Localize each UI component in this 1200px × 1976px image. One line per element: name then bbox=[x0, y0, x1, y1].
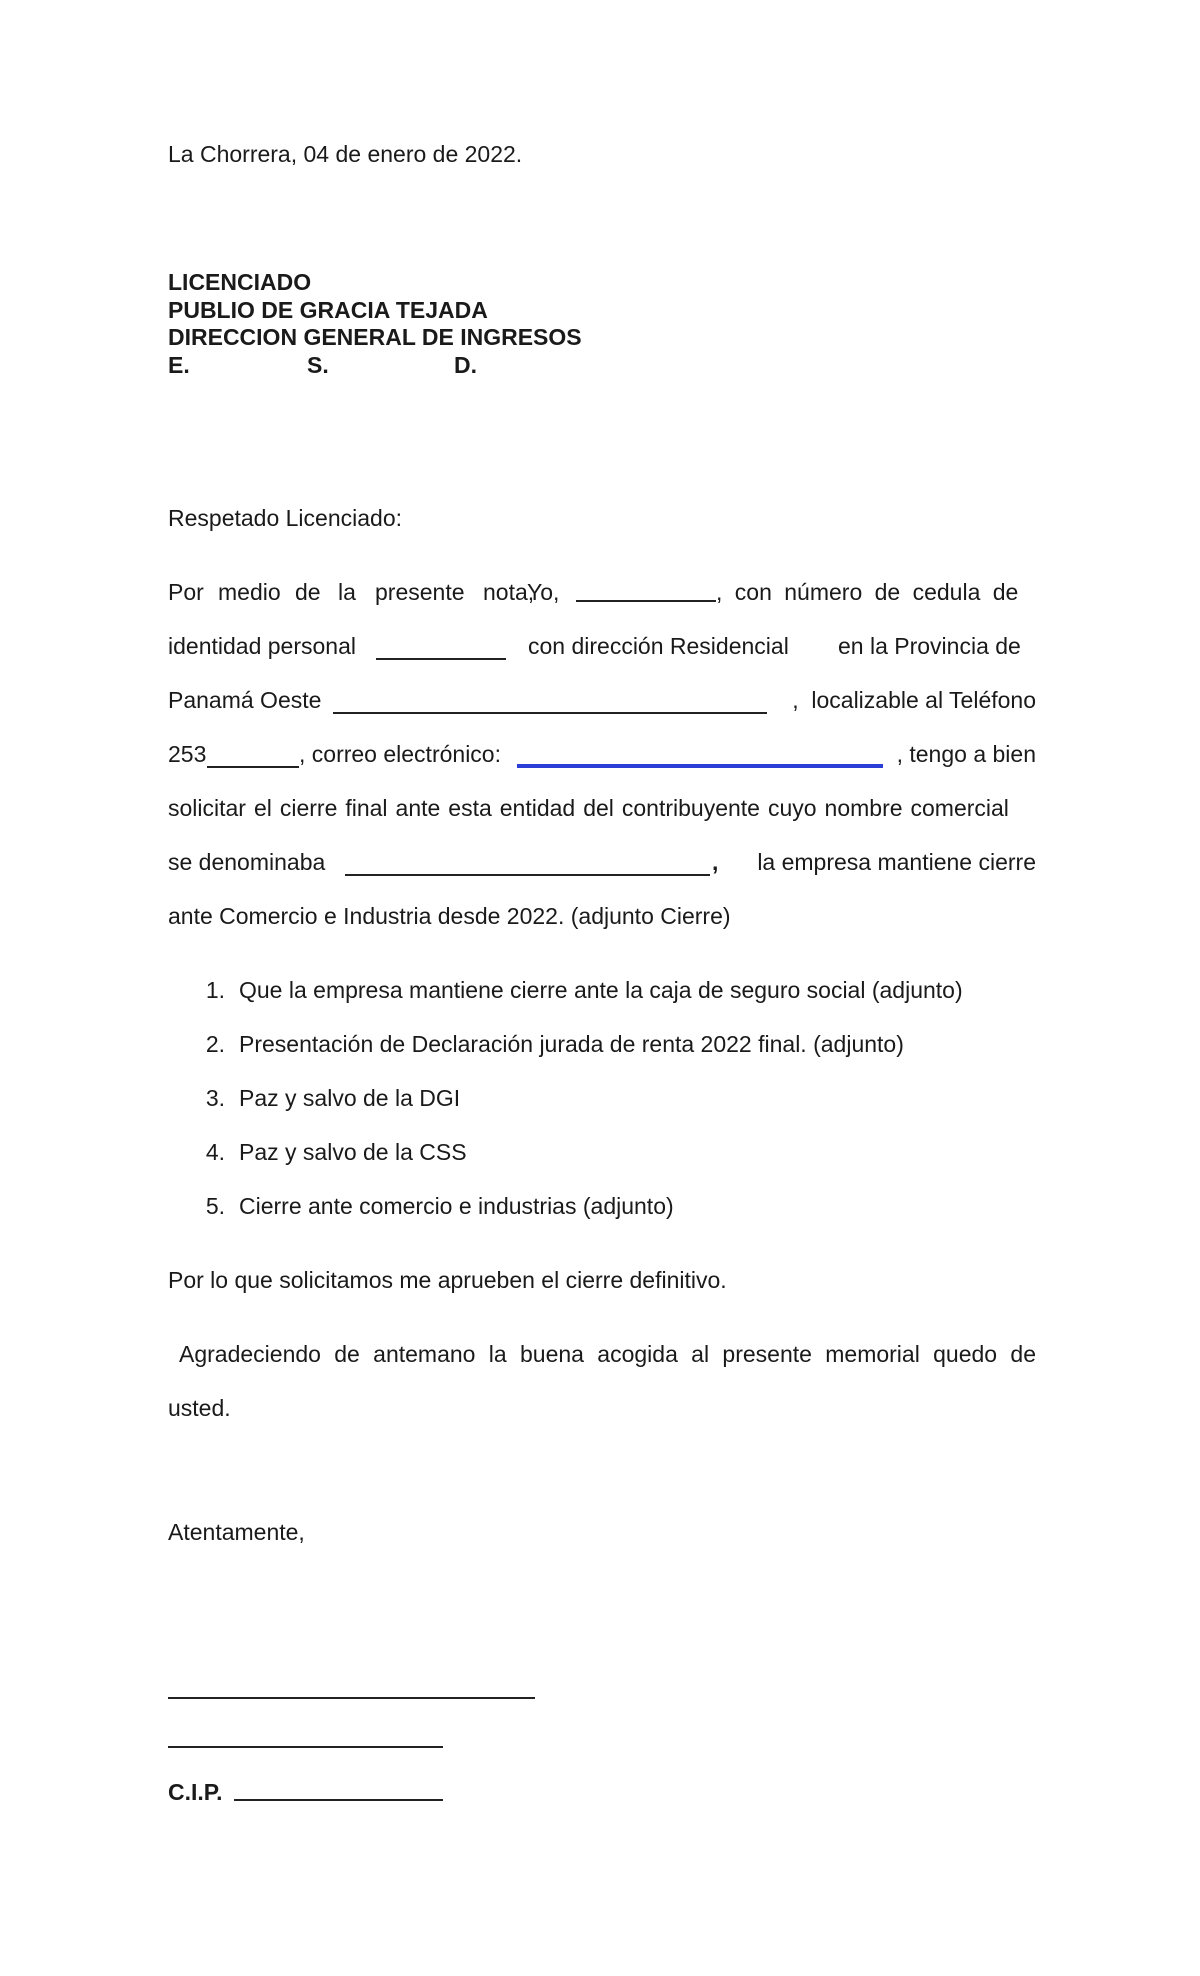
signature-line bbox=[168, 1697, 535, 1699]
letter-page: La Chorrera, 04 de enero de 2022. LICENCIADO PUBLIO DE GRACIA TEJADA DIRECCION GENERAL DE INGRESOS E. S. D. Respetado Licenciado: Por medio de la presente nota, Yo, , con número de cedula de identidad personal con dirección Residencial en la Provincia de Panamá Oeste , localizable al Teléfono 253 , correo electrónico: , tengo a bien solicitar el cierre final ante esta entidad del contribuyente cuyo nombre comercial se denominaba , la empresa mantiene cierre ante Comercio e Industria desde 2022. (adjunto Cierre) 1. Que la empresa mantiene cierre ante la caja de seguro social (adjunto) 2. Presentación de Declaración jurada de renta 2022 final. (adjunto) 3. Paz y salvo de la DGI 4. Paz y salvo de la CSS 5. Cierre ante comercio e industrias (adjunto) Por lo que solicitamos me aprueben el cierre definitivo. Agradeciendo de antemano la buena acogida al presente memorial quedo de usted. Atentamente, C.I.P. bbox=[168, 141, 1036, 1805]
recipient-office: DIRECCION GENERAL DE INGRESOS bbox=[168, 324, 582, 350]
date-line: La Chorrera, 04 de enero de 2022. bbox=[168, 141, 523, 167]
list-item-number: 5. bbox=[205, 1193, 225, 1219]
esd-s: S. bbox=[307, 352, 329, 378]
thanks-line-1: Agradeciendo de antemano la buena acogida al presente memorial quedo de bbox=[179, 1341, 1036, 1367]
request-line: Por lo que solicitamos me aprueben el cierre definitivo. bbox=[168, 1267, 727, 1293]
salutation: Respetado Licenciado: bbox=[168, 505, 402, 531]
body-line-2a: identidad personal bbox=[168, 633, 356, 659]
body-line-4b: , correo electrónico: bbox=[299, 741, 501, 767]
body-line-7: ante Comercio e Industria desde 2022. (adjunto Cierre) bbox=[168, 903, 731, 929]
list-item-number: 1. bbox=[205, 977, 225, 1003]
closing: Atentamente, bbox=[168, 1519, 305, 1545]
list-item-number: 3. bbox=[205, 1085, 225, 1111]
cip-line bbox=[234, 1799, 443, 1801]
esd-e: E. bbox=[168, 352, 190, 378]
cip-label: C.I.P. bbox=[168, 1779, 223, 1805]
list-item-number: 2. bbox=[205, 1031, 225, 1057]
list-item: Paz y salvo de la CSS bbox=[239, 1139, 467, 1165]
body-line-6b: la empresa mantiene cierre bbox=[757, 849, 1036, 875]
recipient-title: LICENCIADO bbox=[168, 269, 312, 295]
id-blank bbox=[376, 636, 506, 660]
list-item: Que la empresa mantiene cierre ante la caja de seguro social (adjunto) bbox=[239, 977, 963, 1003]
list-item: Cierre ante comercio e industrias (adjunto) bbox=[239, 1193, 674, 1219]
thanks-line-2: usted. bbox=[168, 1395, 231, 1421]
body-line-5: solicitar el cierre final ante esta entidad del contribuyente cuyo nombre comercial bbox=[168, 795, 1009, 821]
body-line-2c: en la Provincia de bbox=[838, 633, 1021, 659]
esd-d: D. bbox=[454, 352, 477, 378]
body-line-4a: 253 bbox=[168, 741, 207, 767]
body-line-6a: se denominaba bbox=[168, 849, 326, 875]
list-item: Presentación de Declaración jurada de renta 2022 final. (adjunto) bbox=[239, 1031, 904, 1057]
name-line bbox=[168, 1746, 443, 1748]
email-blank bbox=[517, 742, 883, 768]
body-line-2b: con dirección Residencial bbox=[528, 633, 789, 659]
list-item: Paz y salvo de la DGI bbox=[239, 1085, 461, 1111]
address-blank bbox=[333, 690, 767, 714]
list-item-number: 4. bbox=[205, 1139, 225, 1165]
phone-blank bbox=[207, 744, 299, 768]
body-line-4c: , tengo a bien bbox=[896, 741, 1036, 767]
body-line-3a: Panamá Oeste bbox=[168, 687, 322, 713]
body-line-6-comma: , bbox=[712, 849, 719, 875]
name-blank bbox=[576, 578, 716, 602]
recipient-name: PUBLIO DE GRACIA TEJADA bbox=[168, 297, 488, 323]
body-line-3b: , localizable al Teléfono bbox=[792, 687, 1036, 713]
business-name-blank bbox=[345, 852, 710, 876]
